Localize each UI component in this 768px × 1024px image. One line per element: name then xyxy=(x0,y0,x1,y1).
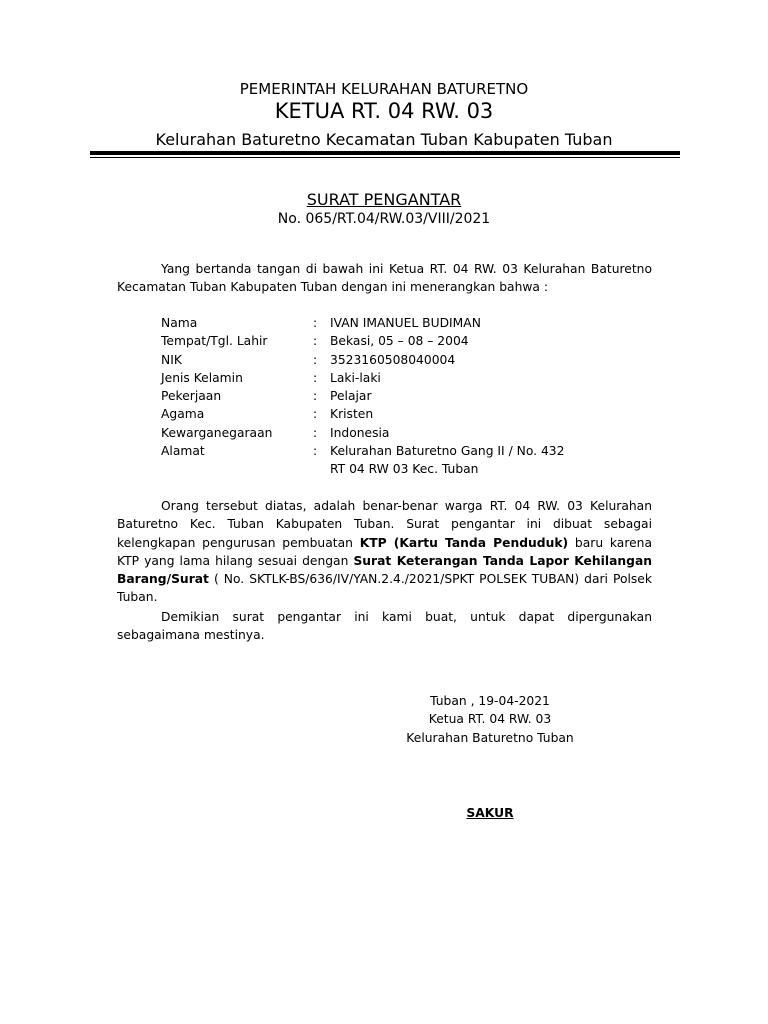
field-label: Nama xyxy=(161,316,198,330)
signature-block xyxy=(390,692,590,747)
field-label: Alamat xyxy=(161,444,205,459)
letterhead-title: KETUA RT. 04 RW. 03 xyxy=(274,99,494,123)
field-label: NIK xyxy=(161,352,182,367)
field-value: Kristen xyxy=(330,407,374,422)
field-value: Kelurahan Baturetno Gang II / No. 432 xyxy=(330,444,565,459)
field-row-gender xyxy=(161,369,650,387)
field-row-nik xyxy=(161,351,650,369)
letterhead-thin-rule xyxy=(90,157,680,158)
field-row-address xyxy=(161,442,650,460)
intro-paragraph: Yang bertanda tangan di bawah ini Ketua RT. 04 RW. 03 Kelurahan Baturetno Kecamatan Tuban Kabupaten Tuban dengan ini menerangkan bahwa : xyxy=(117,262,652,295)
signer-name: SAKUR xyxy=(466,806,514,820)
field-row-religion xyxy=(161,405,650,423)
body-emphasis-ktp: KTP (Kartu Tanda Penduduk) xyxy=(359,535,569,550)
field-row-address-cont xyxy=(161,460,650,478)
field-label: Pekerjaan xyxy=(161,389,222,404)
body-emphasis-report: Surat Keterangan Tanda Lapor Kehilangan Barang/Surat xyxy=(117,553,652,587)
field-value: Laki-laki xyxy=(330,370,381,385)
field-label: Kewarganegaraan xyxy=(161,425,273,440)
field-row-occupation xyxy=(161,387,650,405)
field-value: IVAN IMANUEL BUDIMAN xyxy=(330,316,481,330)
field-value: 3523160508040004 xyxy=(330,352,456,367)
closing-paragraph: Demikian surat pengantar ini kami buat, untuk dapat dipergunakan sebagaimana mestinya. xyxy=(117,610,652,643)
field-value: Bekasi, 05 – 08 – 2004 xyxy=(330,334,469,349)
body-text: Orang tersebut diatas, adalah benar-benar warga RT. 04 RW. 03 Kelurahan Baturetno Kec. Tuban Kabupaten Tuban. Surat pengantar ini dibuat sebagai kelengkapan pengurusan pembuatan xyxy=(117,499,652,550)
letter-title: SURAT PENGANTAR xyxy=(306,190,462,209)
signature-office: Kelurahan Baturetno Tuban xyxy=(406,730,574,745)
field-label: Jenis Kelamin xyxy=(161,370,243,385)
field-value: Indonesia xyxy=(330,425,390,440)
field-label: Tempat/Tgl. Lahir xyxy=(161,334,268,349)
body-paragraph xyxy=(117,497,652,607)
field-colon: : xyxy=(313,389,318,404)
field-row-nama xyxy=(161,314,650,332)
letterhead-government: PEMERINTAH KELURAHAN BATURETNO xyxy=(239,80,529,98)
field-value: RT 04 RW 03 Kec. Tuban xyxy=(330,462,479,477)
field-colon: : xyxy=(313,444,318,459)
field-colon: : xyxy=(313,316,318,330)
field-colon: : xyxy=(313,407,318,422)
field-colon: : xyxy=(313,370,318,385)
field-row-citizenship xyxy=(161,424,650,442)
field-row-birth xyxy=(161,332,650,350)
identity-fields xyxy=(161,314,650,479)
letterhead-address: Kelurahan Baturetno Kecamatan Tuban Kabupaten Tuban xyxy=(155,130,613,149)
signature-place-date: Tuban , 19-04-2021 xyxy=(430,694,550,708)
field-colon: : xyxy=(313,425,318,440)
field-colon: : xyxy=(313,352,318,367)
letter-number: No. 065/RT.04/RW.03/VIII/2021 xyxy=(277,211,491,227)
field-label: Agama xyxy=(161,407,205,422)
field-colon: : xyxy=(313,334,318,349)
field-value: Pelajar xyxy=(330,389,372,404)
signature-position: Ketua RT. 04 RW. 03 xyxy=(428,712,552,727)
letterhead-thick-rule xyxy=(90,151,680,155)
body-text: baru karena KTP yang lama hilang sesuai dengan xyxy=(117,535,652,568)
body-text: ( No. SKTLK-BS/636/IV/YAN.2.4./2021/SPKT POLSEK TUBAN) dari Polsek Tuban. xyxy=(117,572,652,605)
